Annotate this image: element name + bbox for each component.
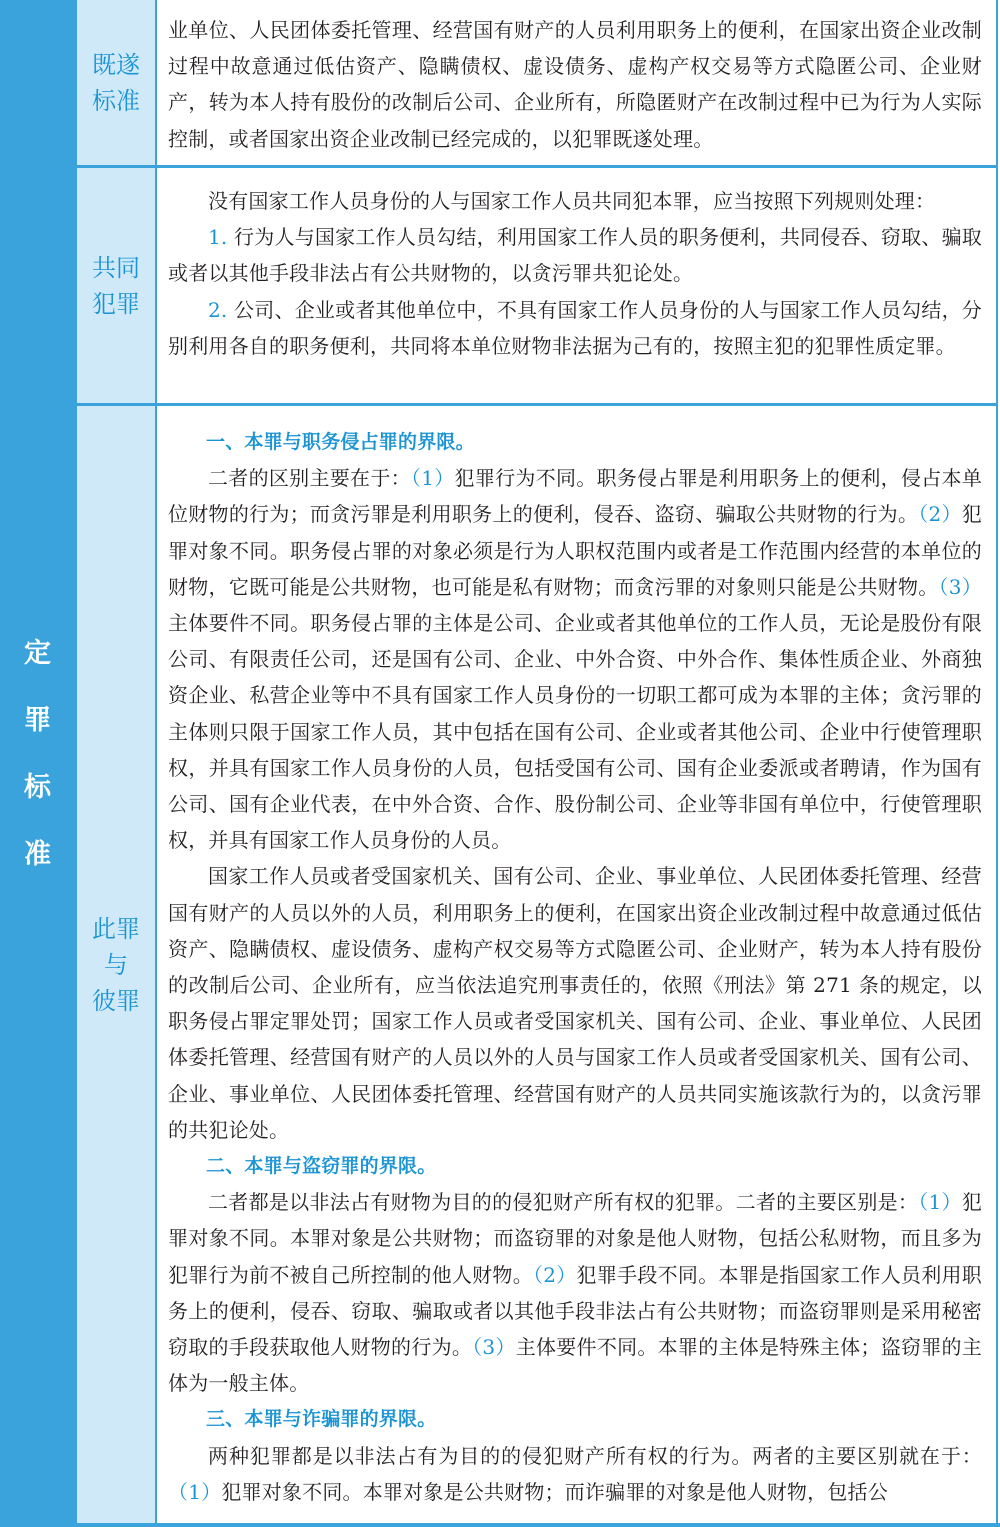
paragraph: 业单位、人民团体委托管理、经营国有财产的人员利用职务上的便利，在国家出资企业改制过程中故意通过低估资产、隐瞒债权、虚设债务、虚构产权交易等方式隐匿公司、企业财产，转为本人持有股份的改制后公司、企业所有，所隐匿财产在改制过程中已为行为人实际控制，或者国家出资企业改制已经完成的，以犯罪既遂处理。 <box>168 18 982 151</box>
section-heading: 三、本罪与诈骗罪的界限。 <box>206 1408 437 1431</box>
paragraph <box>168 219 982 291</box>
section-heading: 一、本罪与职务侵占罪的界限。 <box>206 431 475 453</box>
row-label <box>92 47 140 119</box>
item-number: （3） <box>472 1335 516 1360</box>
text-run: 主体要件不同。职务侵占罪的主体是公司、企业或者其他单位的工作人员，无论是股份有限公司、有限责任公司，还是国有公司、企业、中外合资、中外合作、集体性质企业、外商独资企业、私营企业等中不具有国家工作人员身份的一切职工都可成为本罪的主体；贪污罪的主体则只限于国家工作人员，其中包括在国有公司、企业或者其他公司、企业中行使管理职权，并具有国家工作人员身份的人员，包括受国有公司、国有企业委派或者聘请，作为国有公司、国有企业代表，在中外合资、合作、股份制公司、企业等非国有单位中，行使管理职权，并具有国家工作人员身份的人员。 <box>168 611 982 853</box>
criteria-table <box>75 0 1000 1527</box>
bottom-rule <box>0 1523 1000 1527</box>
text-run: 犯罪对象不同。本罪对象是公共财物；而诈骗罪的对象是他人财物，包括公 <box>221 1479 888 1504</box>
text-run: 二者的区别主要在于： <box>208 466 411 491</box>
paragraph <box>168 1438 982 1510</box>
side-label-char: 罪 <box>24 705 51 736</box>
item-number: （2） <box>532 1262 577 1287</box>
row-label-line: 与 <box>104 950 128 979</box>
text-run: 犯罪对象不同。职务侵占罪的对象必须是行为人职权范围内或者是工作范围内经营的本单位的财物，它既可能是公共财物，也可能是私有财物；而贪污罪的对象则只能是公共财物。 <box>168 502 982 599</box>
text-run: 犯罪对象不同。本罪对象是公共财物；而盗窃罪的对象是他人财物，包括公私财物，而且多为犯罪行为前不被自己所控制的他人财物。 <box>168 1190 983 1287</box>
text-run: 犯罪行为不同。职务侵占罪是利用职务上的便利，侵占本单位财物的行为；而贪污罪是利用职务上的便利，侵吞、盗窃、骗取公共财物的行为。 <box>168 466 983 527</box>
item-number: （2） <box>918 502 962 527</box>
side-label <box>0 620 75 888</box>
paragraph <box>168 292 982 364</box>
text-run: 犯罪手段不同。本罪是指国家工作人员利用职务上的便利，侵吞、窃取、骗取或者以其他手段非法占有公共财物；而盗窃罪则是采用秘密窃取的手段获取他人财物的行为。 <box>168 1262 983 1360</box>
paragraph: 没有国家工作人员身份的人与国家工作人员共同犯本罪，应当按照下列规则处理： <box>208 189 936 213</box>
row-gongtong <box>75 168 998 406</box>
item-text: 公司、企业或者其他单位中，不具有国家工作人员身份的人与国家工作人员勾结，分别利用各自的职务便利，共同将本单位财物非法据为己有的，按照主犯的犯罪性质定罪。 <box>168 297 982 358</box>
side-band <box>0 0 75 1527</box>
paragraph: 国家工作人员或者受国家机关、国有公司、企业、事业单位、人民团体委托管理、经营国有财产的人员以外的人员，利用职务上的便利，在国家出资企业改制过程中故意通过低估资产、隐瞒债权、虚设债务、虚构产权交易等方式隐匿公司、企业财产，转为本人持有股份的改制后公司、企业所有，应当依法追究刑事责任的，依照《刑法》第 271 条的规定，以职务侵占罪定罪处罚；国家工作人员或者受国家机关、国有公司、企业、事业单位、人民团体委托管理、经营国有财产的人员以外的人员与国家工作人员或者受国家机关、国有公司、企业、事业单位、人民团体委托管理、经营国有财产的人员共同实施该款行为的，以贪污罪的共犯论处。 <box>168 864 982 1142</box>
row-label-cell <box>75 168 157 403</box>
row-label-line: 犯罪 <box>92 289 140 318</box>
row-label <box>92 911 140 1019</box>
item-number: 2. <box>208 297 228 322</box>
side-label-char: 准 <box>24 839 51 870</box>
text-run: 主体要件不同。本罪的主体是特殊主体；盗窃罪的主体为一般主体。 <box>168 1335 983 1396</box>
row-content <box>155 0 998 165</box>
item-number: （3） <box>938 574 982 599</box>
row-content <box>155 406 998 1523</box>
paragraph <box>168 460 982 858</box>
item-text: 行为人与国家工作人员勾结，利用国家工作人员的职务便利，共同侵吞、窃取、骗取或者以其他手段非法占有公共财物的，以贪污罪共犯论处。 <box>168 225 982 286</box>
row-cizui <box>75 406 998 1523</box>
row-label-cell <box>75 406 157 1523</box>
row-content <box>155 168 998 403</box>
row-label-line: 此罪 <box>92 914 140 943</box>
section-heading: 二、本罪与盗窃罪的界限。 <box>206 1155 437 1178</box>
item-number: （1） <box>918 1190 962 1215</box>
row-label-line: 共同 <box>92 253 140 282</box>
text-run: 二者都是以非法占有财物为目的的侵犯财产所有权的犯罪。二者的主要区别是： <box>208 1190 919 1215</box>
row-label-line: 既遂 <box>92 50 140 79</box>
item-number: （1） <box>410 466 455 491</box>
paragraph <box>168 1184 982 1401</box>
item-number: 1. <box>208 225 228 250</box>
row-label <box>92 250 140 322</box>
side-label-char: 标 <box>24 772 51 803</box>
row-jisui <box>75 0 998 168</box>
row-label-line: 标准 <box>92 86 140 115</box>
row-label-cell <box>75 0 157 165</box>
item-number: （1） <box>168 1479 222 1504</box>
side-label-char: 定 <box>24 638 51 669</box>
text-run: 两种犯罪都是以非法占有为目的的侵犯财产所有权的行为。两者的主要区别就在于： <box>208 1443 982 1468</box>
row-label-line: 彼罪 <box>92 986 140 1015</box>
